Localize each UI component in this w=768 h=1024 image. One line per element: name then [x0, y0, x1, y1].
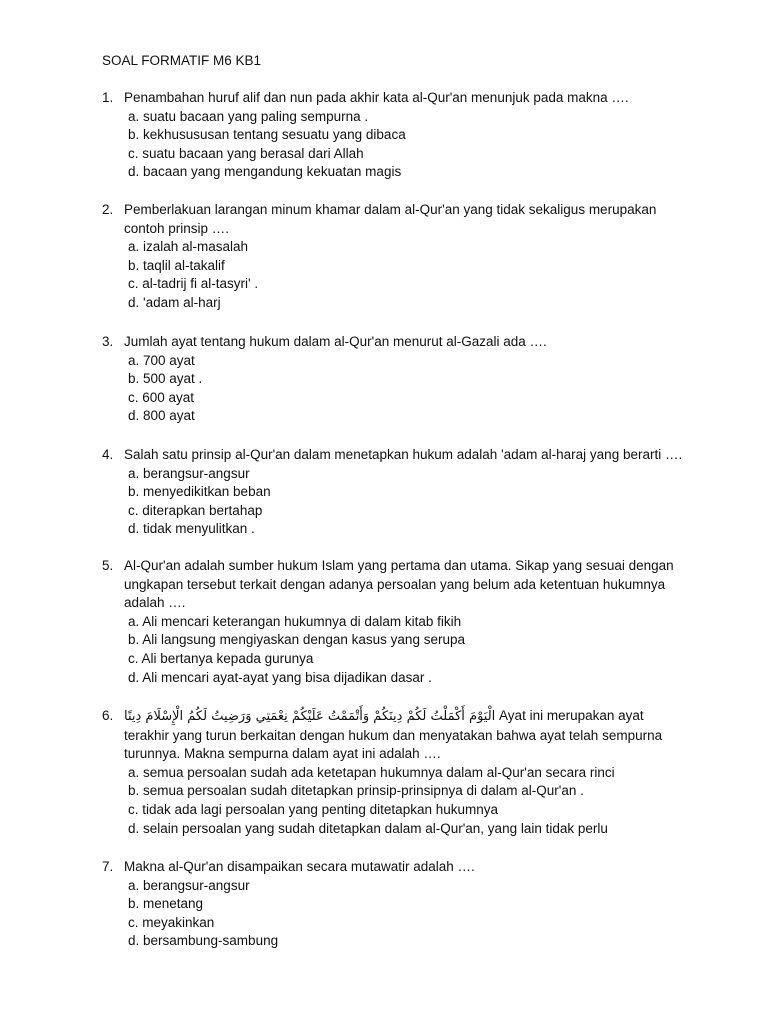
question-text-line: terakhir yang turun berkaitan dengan hukum dan menyatakan bahwa ayat telah sempurna	[124, 727, 663, 743]
option-c: c. al-tadrij fi al-tasyri' .	[128, 276, 259, 292]
option-list	[124, 465, 714, 539]
question-number: 1.	[102, 90, 114, 105]
option-a: a. suatu bacaan yang paling sempurna .	[128, 108, 369, 124]
question-body	[124, 858, 714, 951]
question-number: 5.	[102, 558, 114, 573]
question-text-line	[124, 707, 714, 727]
option-d: d. 'adam al-harj	[128, 294, 221, 310]
question-number: 7.	[102, 859, 114, 874]
question-text-line: Jumlah ayat tentang hukum dalam al-Qur'an menurut al-Gazali ada ….	[124, 334, 547, 349]
option-c: c. meyakinkan	[128, 914, 215, 930]
option-b: b. menetang	[128, 896, 204, 912]
question-number: 6.	[102, 708, 114, 723]
option-b: b. taqlil al-takalif	[128, 257, 225, 273]
question-text-line: adalah ….	[124, 595, 186, 611]
option-a: a. izalah al-masalah	[128, 239, 249, 255]
option-list	[124, 238, 714, 312]
question-body	[124, 201, 714, 313]
option-c: c. diterapkan bertahap	[128, 502, 263, 518]
question-body	[124, 707, 714, 838]
option-a: a. Ali mencari keterangan hukumnya di dalam kitab fikih	[128, 613, 462, 629]
option-a: a. semua persoalan sudah ada ketetapan hukumnya dalam al-Qur'an secara rinci	[128, 764, 615, 780]
option-list	[124, 352, 714, 426]
question-number: 4.	[102, 447, 114, 462]
question-text-line: ungkapan tersebut terkait dengan adanya persoalan yang belum ada ketentuan hukumnya	[124, 576, 666, 592]
option-c: c. 600 ayat	[128, 389, 195, 405]
option-b: b. 500 ayat .	[128, 371, 203, 387]
page-title: SOAL FORMATIF M6 KB1	[102, 53, 262, 68]
question-text-line: Pemberlakuan larangan minum khamar dalam al-Qur'an yang tidak sekaligus merupakan	[124, 202, 657, 217]
option-b: b. kekhusususan tentang sesuatu yang dibaca	[128, 127, 406, 143]
option-c: c. tidak ada lagi persoalan yang penting ditetapkan hukumnya	[128, 801, 499, 817]
option-b: b. Ali langsung mengiyaskan dengan kasus yang serupa	[128, 632, 465, 648]
option-b: b. menyedikitkan beban	[128, 484, 271, 500]
option-a: a. berangsur-angsur	[128, 877, 250, 893]
arabic-verse: الْيَوْمَ أَكْمَلْتُ لَكُمْ دِينَكُمْ وَأَتْمَمْتُ عَلَيْكُمْ نِعْمَتِي وَرَضِيتُ لَكُمُ الْإِسْلَامَ دِينًا	[124, 709, 496, 724]
option-c: c. Ali bertanya kepada gurunya	[128, 650, 314, 666]
question-body	[124, 333, 714, 426]
option-d: d. bacaan yang mengandung kekuatan magis	[128, 164, 402, 180]
option-d: d. tidak menyulitkan .	[128, 521, 255, 537]
option-d: d. bersambung-sambung	[128, 933, 279, 949]
option-d: d. Ali mencari ayat-ayat yang bisa dijadikan dasar .	[128, 669, 432, 685]
question-body	[124, 89, 714, 182]
option-list	[124, 108, 714, 182]
question-text-line: Makna al-Qur'an disampaikan secara mutawatir adalah ….	[124, 859, 475, 874]
question-text-line: Penambahan huruf alif dan nun pada akhir kata al-Qur'an menunjuk pada makna ….	[124, 90, 629, 105]
question-text-line: turunnya. Makna sempurna dalam ayat ini adalah ….	[124, 746, 441, 762]
option-list	[124, 613, 714, 687]
option-d: d. selain persoalan yang sudah ditetapkan dalam al-Qur'an, yang lain tidak perlu	[128, 820, 608, 836]
question-text-rest: Ayat ini merupakan ayat	[495, 708, 644, 723]
option-a: a. 700 ayat	[128, 352, 195, 368]
question-number: 3.	[102, 334, 114, 349]
question-text-line: Salah satu prinsip al-Qur'an dalam menetapkan hukum adalah 'adam al-haraj yang berarti ….	[124, 447, 683, 462]
option-list	[124, 877, 714, 951]
option-c: c. suatu bacaan yang berasal dari Allah	[128, 145, 364, 161]
option-b: b. semua persoalan sudah ditetapkan prinsip-prinsipnya di dalam al-Qur'an .	[128, 783, 584, 799]
option-d: d. 800 ayat	[128, 408, 195, 424]
question-number: 2.	[102, 202, 114, 217]
option-list	[124, 764, 714, 838]
question-text-line: Al-Qur'an adalah sumber hukum Islam yang pertama dan utama. Sikap yang sesuai dengan	[124, 558, 674, 573]
question-body	[124, 446, 714, 539]
question-text-line: contoh prinsip ….	[124, 220, 230, 236]
option-a: a. berangsur-angsur	[128, 465, 250, 481]
question-body	[124, 557, 714, 687]
